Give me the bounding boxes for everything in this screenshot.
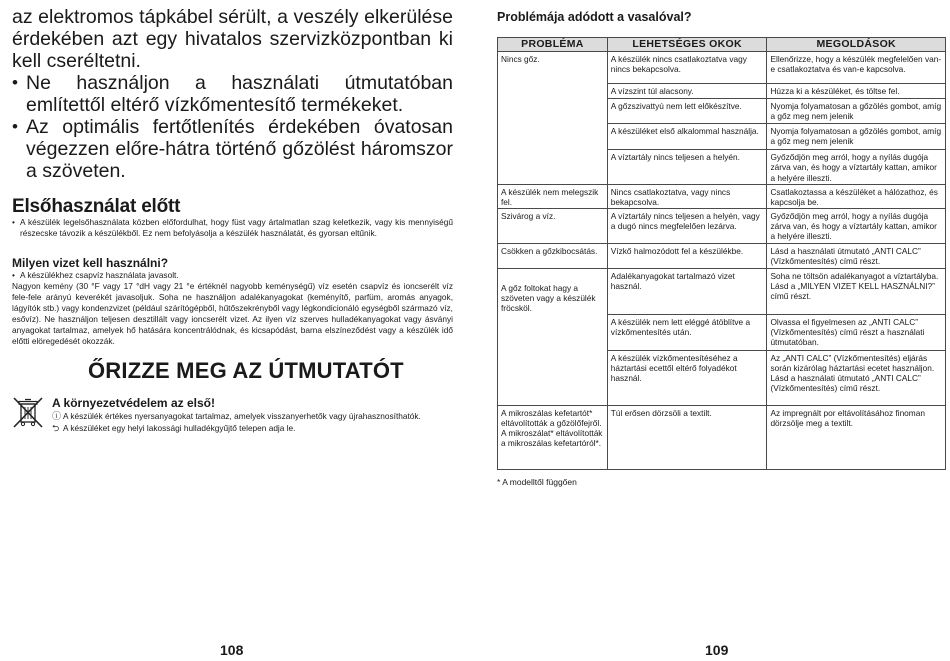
- cause-cell: Nincs csatlakoztatva, vagy nincs bekapcsolva.: [607, 185, 767, 209]
- environment-text-1: A készülék értékes nyersanyagokat tartalmaz, amelyek visszanyerhetők vagy újrahasznosíthatók.: [63, 411, 421, 421]
- bullet-text: Az optimális fertőtlenítés érdekében óvatosan végezzen előre-hátra történő gőzölést háromszor a szöveten.: [26, 116, 453, 182]
- water-heading: Milyen vizet kell használni?: [12, 256, 169, 270]
- solution-cell: Nyomja folyamatosan a gőzölés gombot, amíg a gőz meg nem jelenik: [767, 124, 946, 150]
- cause-cell: A vízszint túl alacsony.: [607, 84, 767, 99]
- intro-paragraph: az elektromos tápkábel sérült, a veszély elkerülése érdekében azt egy hivatalos szervizközpontban ki kell cseréltetni.: [12, 6, 453, 72]
- arrow-return-icon: ⮌: [52, 423, 60, 433]
- solution-cell: Győződjön meg arról, hogy a nyílás dugója zárva van, és hogy a víztartály kattan, amikor a helyére illeszti.: [767, 208, 946, 243]
- cause-cell: A gőzszivattyú nem lett előkészítve.: [607, 99, 767, 124]
- problem-cell: Csökken a gőzkibocsátás.: [498, 243, 608, 268]
- keep-instructions-heading: ŐRIZZE MEG AZ ÚTMUTATÓT: [88, 358, 404, 383]
- problem-cell: A gőz foltokat hagy a szöveten vagy a készülék fröcsköl.: [498, 268, 608, 405]
- solution-cell: Az „ANTI CALC” (Vízkőmentesítés) eljárás során kizárólag háztartási ecetet használjon. Lásd a használati útmutató „ANTI CALC” (Vízkőmentesítés) című részt.: [767, 350, 946, 405]
- footnote: * A modelltől függően: [497, 477, 577, 487]
- cause-cell: A készülék vízkőmentesítéséhez a háztartási ecettől eltérő folyadékot használ.: [607, 350, 767, 405]
- cause-cell: A víztartály nincs teljesen a helyén, vagy a dugó nincs megfelelően lezárva.: [607, 208, 767, 243]
- cause-cell: A készüléket első alkalommal használja.: [607, 124, 767, 150]
- bullet-dot-icon: •: [12, 117, 18, 136]
- crossed-bin-icon: [12, 395, 44, 429]
- solution-cell: Győződjön meg arról, hogy a nyílás dugója zárva van, és hogy a víztartály kattan, amikor a helyére illeszti.: [767, 150, 946, 185]
- bullet-item: [12, 116, 453, 182]
- page-number-right: 109: [705, 642, 729, 658]
- info-icon: ⓘ: [52, 411, 62, 421]
- solution-cell: Húzza ki a készüléket, és töltse fel.: [767, 84, 946, 99]
- environment-heading: A környezetvédelem az első!: [52, 396, 215, 410]
- solution-cell: Olvassa el figyelmesen az „ANTI CALC” (Vízkőmentesítés) című részt a használati útmutatóban.: [767, 314, 946, 350]
- solution-cell: Az impregnált por eltávolításához finoman dörzsölje meg a textilt.: [767, 405, 946, 469]
- bullet-item: [12, 270, 453, 281]
- right-page: [475, 0, 950, 661]
- table-row: [498, 405, 946, 469]
- environment-line: [52, 423, 295, 434]
- cause-cell: Vízkő halmozódott fel a készülékbe.: [607, 243, 767, 268]
- problem-cell: Nincs gőz.: [498, 52, 608, 185]
- table-row: [498, 52, 946, 84]
- first-use-heading: Elsőhasználat előtt: [12, 196, 181, 217]
- environment-text-2: A készüléket egy helyi lakossági hulladékgyűjtő telepen adja le.: [63, 423, 296, 433]
- cause-cell: A készülék nem lett eléggé átöblítve a vízkőmentesítés után.: [607, 314, 767, 350]
- troubleshooting-table: [497, 37, 946, 470]
- bullet-dot-icon: •: [12, 217, 15, 227]
- water-body: [12, 270, 453, 347]
- solution-cell: Soha ne töltsön adalékanyagot a víztartályba. Lásd a „MILYEN VIZET KELL HASZNÁLNI?” című részt.: [767, 268, 946, 314]
- problem-cell: A mikroszálas kefetartót* eltávolították a gőzölőfejről. A mikroszálat* eltávolították a mikroszálas kefetartóról*.: [498, 405, 608, 469]
- solution-cell: Lásd a használati útmutató „ANTI CALC” (Vízkőmentesítés) című részt.: [767, 243, 946, 268]
- cause-cell: A víztartály nincs teljesen a helyén.: [607, 150, 767, 185]
- bullet-item: [12, 217, 453, 239]
- water-bullet: A készülékhez csapvíz használata javasolt.: [20, 270, 179, 280]
- safety-continued-text: [12, 6, 453, 182]
- header-solutions: MEGOLDÁSOK: [767, 38, 946, 52]
- problem-cell: A készülék nem melegszik fel.: [498, 185, 608, 209]
- header-problem: PROBLÉMA: [498, 38, 608, 52]
- water-text: Nagyon kemény (30 °F vagy 17 °dH vagy 21 °e értéknél nagyobb keménységű) víz esetén csapvíz és ioncserélt víz fele-fele arányú keverékét javasoljuk. Soha ne használjon adalékanyagokat (keményítő, parfüm, aromás anyagok, lágyítók stb.) vagy kondenzvizet (például szárítógépből, hűtőszekrényből vagy légkondicionáló egységből származó víz, esővíz). Ne használjon teljesen desztillált vagy ioncserélt vizet. Az ilyen víz szerves hulladékanyagokat vagy ásványi anyagokat tartalmaz, amelyek hő hatására koncentrálódnak, és kicsapódást, barna elszíneződést vagy a készülék idő előtti elöregedését okozzák.: [12, 281, 453, 346]
- cause-cell: Túl erősen dörzsöli a textilt.: [607, 405, 767, 469]
- table-row: [498, 185, 946, 209]
- table-row: [498, 208, 946, 243]
- problem-cell: Szivárog a víz.: [498, 208, 608, 243]
- solution-cell: Nyomja folyamatosan a gőzölés gombot, amíg a gőz meg nem jelenik: [767, 99, 946, 124]
- table-row: [498, 243, 946, 268]
- bullet-text: Ne használjon a használati útmutatóban említettől eltérő vízkőmentesítő termékeket.: [26, 72, 453, 116]
- first-use-body: [12, 217, 453, 239]
- cause-cell: Adalékanyagokat tartalmazó vizet használ.: [607, 268, 767, 314]
- troubleshooting-heading: Problémája adódott a vasalóval?: [497, 10, 692, 24]
- table-row: [498, 268, 946, 314]
- bullet-item: [12, 72, 453, 116]
- solution-cell: Ellenőrizze, hogy a készülék megfelelően van-e csatlakoztatva és van-e kapcsolva.: [767, 52, 946, 84]
- cause-cell: A készülék nincs csatlakoztatva vagy nincs bekapcsolva.: [607, 52, 767, 84]
- header-causes: LEHETSÉGES OKOK: [607, 38, 767, 52]
- table-header-row: [498, 38, 946, 52]
- bullet-dot-icon: •: [12, 270, 15, 280]
- page-number-left: 108: [220, 642, 244, 658]
- bullet-dot-icon: •: [12, 73, 18, 92]
- solution-cell: Csatlakoztassa a készüléket a hálózathoz, és kapcsolja be.: [767, 185, 946, 209]
- environment-line: [52, 411, 421, 422]
- first-use-text: A készülék legelsőhasználata közben előfordulhat, hogy füst vagy ártalmatlan szag keletkezik, vagy kis mennyiségű részecske távozik a készülékből. Ez nem befolyásolja a készülék használatát, és gyorsan eltűnik.: [20, 217, 453, 238]
